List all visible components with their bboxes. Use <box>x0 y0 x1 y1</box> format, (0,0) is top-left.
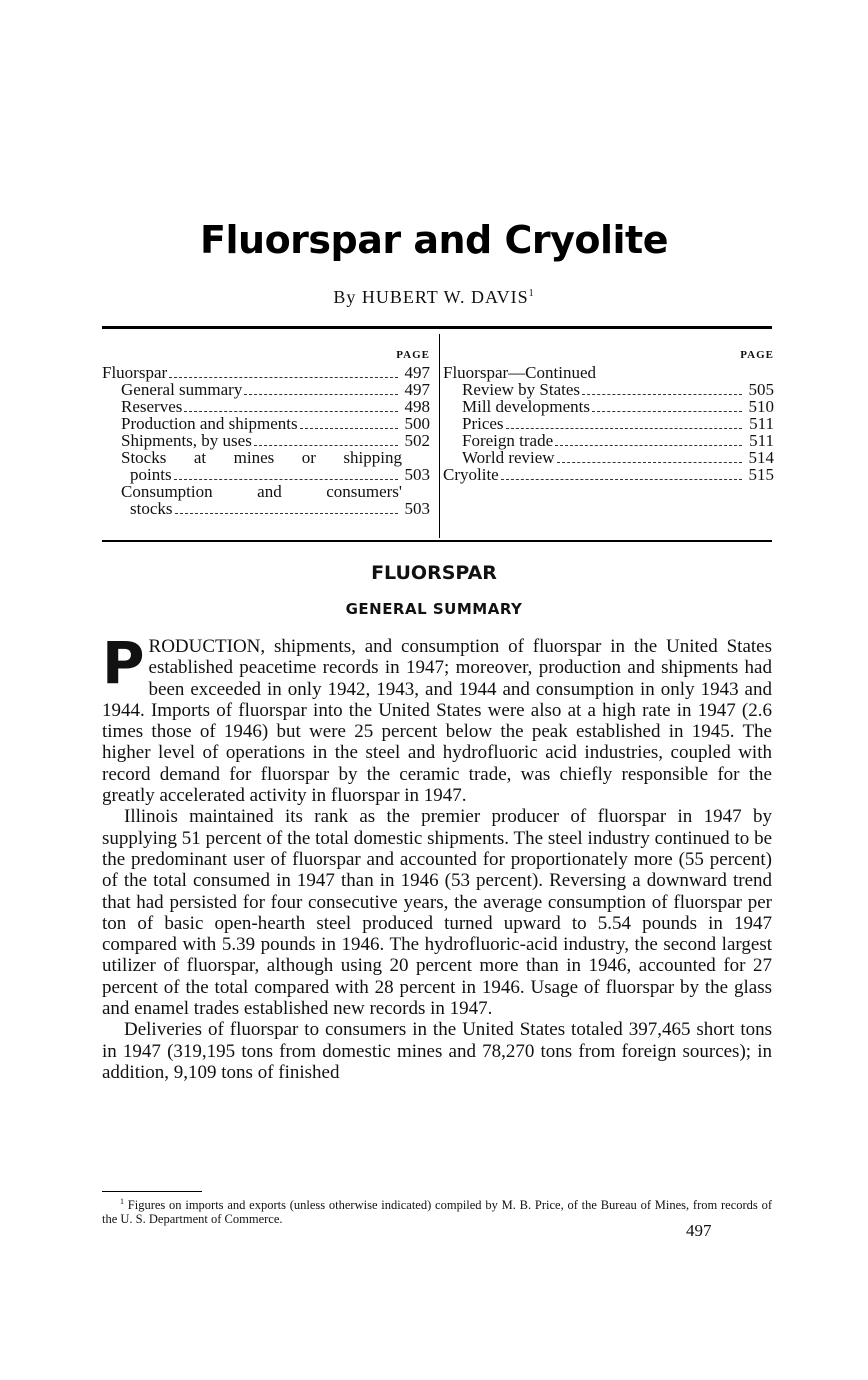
toc-entry[interactable] <box>102 500 430 517</box>
toc-entry-page: 498 <box>404 397 430 416</box>
toc-bottom-rule <box>102 540 772 542</box>
toc-page-heading: PAGE <box>740 349 774 361</box>
toc-entry[interactable] <box>102 364 430 381</box>
toc-entry[interactable] <box>443 415 774 432</box>
toc-entry-label: World review <box>462 448 555 467</box>
toc-entry-label: Review by States <box>462 380 581 399</box>
toc-top-rule <box>102 326 772 329</box>
drop-cap: P <box>102 629 145 697</box>
toc-entry[interactable] <box>102 483 430 500</box>
toc-entry-page: 510 <box>748 397 774 416</box>
footnote <box>102 1195 772 1226</box>
toc-entry-page: 503 <box>404 465 430 484</box>
toc-entry-page: 497 <box>404 363 430 382</box>
toc-entry-label: stocks <box>130 499 173 518</box>
toc-entry[interactable] <box>102 381 430 398</box>
subsection-title: GENERAL SUMMARY <box>345 600 523 618</box>
toc-entry[interactable] <box>102 398 430 415</box>
toc-entry-label: Prices <box>462 414 504 433</box>
paragraph-text: RODUCTION, shipments, and consumption of fluorspar in the United States established peacetime records in 1947; moreover, production and shipments had been exceeded in only 1942, 1943, and 1944 and consumption in only 1943 and 1944. Imports of fluorspar into the United States were also at a high rate in 1947 (2.6 times those of 1946) but were 25 percent below the peak established in 1945. The higher level of operations in the steel and hydrofluoric acid industries, coupled with record demand for fluorspar by the ceramic trade, was chiefly responsible for the greatly accelerated activity in fluorspar in 1947. <box>102 636 772 807</box>
table-of-contents <box>102 330 772 540</box>
toc-entry[interactable] <box>443 364 774 381</box>
paragraph: Deliveries of fluorspar to consumers in the United States totaled 397,465 short tons in 1947 (319,195 tons from domestic mines and 78,270 tons from foreign sources); in addition, 9,109 tons of finished <box>102 1019 772 1083</box>
toc-entry[interactable] <box>443 449 774 466</box>
toc-entry-label: Fluorspar—Continued <box>443 363 596 382</box>
toc-entry-label: Foreign trade <box>462 431 554 450</box>
footnote-rule <box>102 1191 202 1192</box>
byline-footnote-marker: 1 <box>528 288 535 299</box>
toc-entry[interactable] <box>102 466 430 483</box>
toc-entry[interactable] <box>443 432 774 449</box>
page-title: Fluorspar and Cryolite <box>200 218 668 262</box>
footnote-text: Figures on imports and exports (unless otherwise indicated) compiled by M. B. Price, of the Bureau of Mines, from records of the U. S. Department of Commerce. <box>102 1198 772 1227</box>
article-body <box>102 629 772 1083</box>
toc-entry-page: 511 <box>749 431 774 450</box>
toc-entry-label: Cryolite <box>443 465 499 484</box>
byline <box>0 287 868 308</box>
toc-entry-label: points <box>130 465 172 484</box>
toc-entry-page: 503 <box>404 499 430 518</box>
toc-entry[interactable] <box>443 398 774 415</box>
toc-entry-label: Production and shipments <box>121 414 298 433</box>
toc-entry-page: 497 <box>404 380 430 399</box>
toc-entry[interactable] <box>102 449 430 466</box>
paragraph <box>102 629 772 807</box>
byline-author: By HUBERT W. DAVIS <box>333 287 529 307</box>
toc-column-divider <box>439 334 440 538</box>
footnote-marker: 1 <box>120 1197 124 1206</box>
toc-entry-page: 514 <box>748 448 774 467</box>
toc-entry-page: 505 <box>748 380 774 399</box>
toc-entry-page: 511 <box>749 414 774 433</box>
toc-entry-label: Reserves <box>121 397 183 416</box>
toc-right-column <box>443 347 774 483</box>
toc-entry[interactable] <box>102 415 430 432</box>
toc-entry-page: 502 <box>404 431 430 450</box>
toc-entry-label: Shipments, by uses <box>121 431 252 450</box>
toc-left-column <box>102 347 430 517</box>
toc-entry-page: 515 <box>748 465 774 484</box>
toc-entry[interactable] <box>443 466 774 483</box>
toc-page-heading: PAGE <box>396 349 430 361</box>
page-number: 497 <box>686 1221 712 1240</box>
toc-entry-label: Consumption and consumers' <box>121 482 402 501</box>
paragraph: Illinois maintained its rank as the premier producer of fluorspar in 1947 by supplying 51 percent of the total domestic shipments. The steel industry continued to be the predominant user of fluorspar and accounted for proportionately more (55 percent) of the total consumed in 1947 than in 1946 (53 percent). Reversing a downward trend that had persisted for four consecutive years, the average consumption of fluorspar per ton of basic open-hearth steel produced turned upward to 5.54 pounds in 1947 compared with 5.39 pounds in 1946. The hydrofluoric-acid industry, the second largest utilizer of fluorspar, although using 20 percent more than in 1946, accounted for 27 percent of the total compared with 28 percent in 1946. Usage of fluorspar by the glass and enamel trades established new records in 1947. <box>102 806 772 1020</box>
toc-entry-label: Fluorspar <box>102 363 168 382</box>
toc-entry-label: General summary <box>121 380 243 399</box>
toc-entry[interactable] <box>443 381 774 398</box>
section-title: FLUORSPAR <box>371 562 497 584</box>
toc-entry-page: 500 <box>404 414 430 433</box>
toc-entry-label: Stocks at mines or shipping <box>121 448 402 467</box>
toc-entry[interactable] <box>102 432 430 449</box>
toc-entry-label: Mill developments <box>462 397 590 416</box>
